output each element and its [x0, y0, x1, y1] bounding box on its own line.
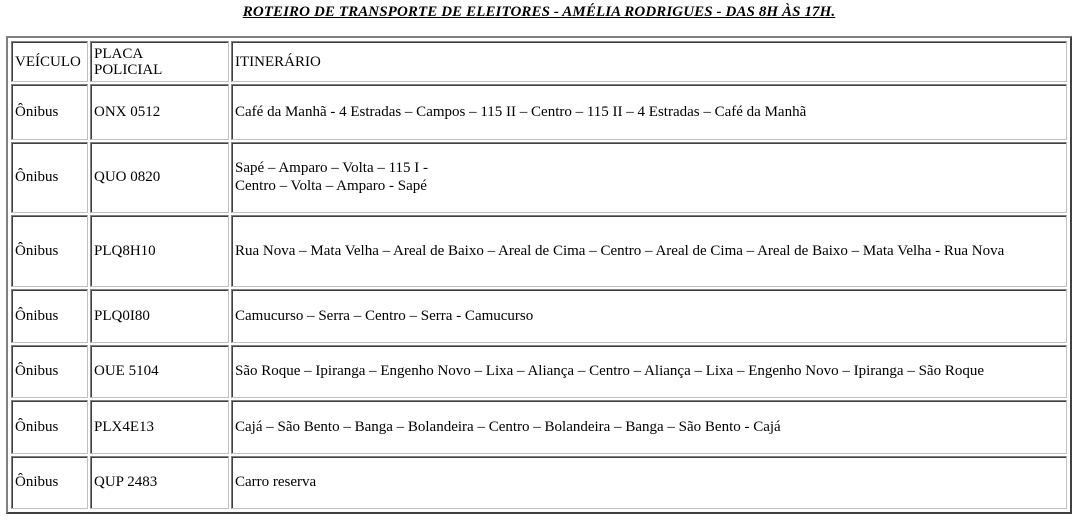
- plate-cell: PLX4E13: [90, 400, 229, 453]
- table-row: [11, 289, 1067, 342]
- plate-cell: QUP 2483: [90, 456, 229, 509]
- header-vehicle: VEÍCULO: [11, 41, 88, 82]
- table-row: [11, 84, 1067, 139]
- table-row: [11, 215, 1067, 287]
- itinerary-cell: Cajá – São Bento – Banga – Bolandeira – Centro – Bolandeira – Banga – São Bento - Cajá: [231, 400, 1067, 453]
- table-header-row: [11, 41, 1067, 82]
- vehicle-cell: Ônibus: [11, 289, 88, 342]
- plate-cell: PLQ8H10: [90, 215, 229, 287]
- table-row: [11, 142, 1067, 214]
- document-title: ROTEIRO DE TRANSPORTE DE ELEITORES - AMÉLIA RODRIGUES - DAS 8H ÀS 17H.: [242, 4, 836, 20]
- plate-cell: OUE 5104: [90, 345, 229, 398]
- itinerary-line2: Centro – Volta – Amparo - Sapé: [235, 178, 427, 195]
- plate-cell: QUO 0820: [90, 142, 229, 214]
- itinerary-cell: Carro reserva: [231, 456, 1067, 509]
- vehicle-cell: Ônibus: [11, 215, 88, 287]
- plate-cell: ONX 0512: [90, 84, 229, 139]
- vehicle-cell: Ônibus: [11, 345, 88, 398]
- vehicle-cell: Ônibus: [11, 456, 88, 509]
- vehicle-cell: Ônibus: [11, 400, 88, 453]
- header-plate-line1: PLACA: [94, 45, 144, 62]
- itinerary-line1: Sapé – Amparo – Volta – 115 I -: [235, 160, 429, 177]
- vehicle-cell: Ônibus: [11, 84, 88, 139]
- table-row: [11, 400, 1067, 453]
- transport-table: [6, 36, 1072, 514]
- plate-cell: PLQ0I80: [90, 289, 229, 342]
- header-plate-line2: POLICIAL: [94, 61, 163, 78]
- table-row: [11, 456, 1067, 509]
- itinerary-cell: Camucurso – Serra – Centro – Serra - Camucurso: [231, 289, 1067, 342]
- itinerary-cell: [231, 142, 1067, 214]
- itinerary-cell: São Roque – Ipiranga – Engenho Novo – Lixa – Aliança – Centro – Aliança – Lixa – Engenho Novo – Ipiranga – São Roque: [231, 345, 1067, 398]
- table-row: [11, 345, 1067, 398]
- vehicle-cell: Ônibus: [11, 142, 88, 214]
- header-plate: [90, 41, 229, 82]
- header-itinerary: ITINERÁRIO: [231, 41, 1067, 82]
- itinerary-cell: Rua Nova – Mata Velha – Areal de Baixo – Areal de Cima – Centro – Areal de Cima – Areal de Baixo – Mata Velha - Rua Nova: [231, 215, 1067, 287]
- itinerary-cell: Café da Manhã - 4 Estradas – Campos – 115 II – Centro – 115 II – 4 Estradas – Café da Manhã: [231, 84, 1067, 139]
